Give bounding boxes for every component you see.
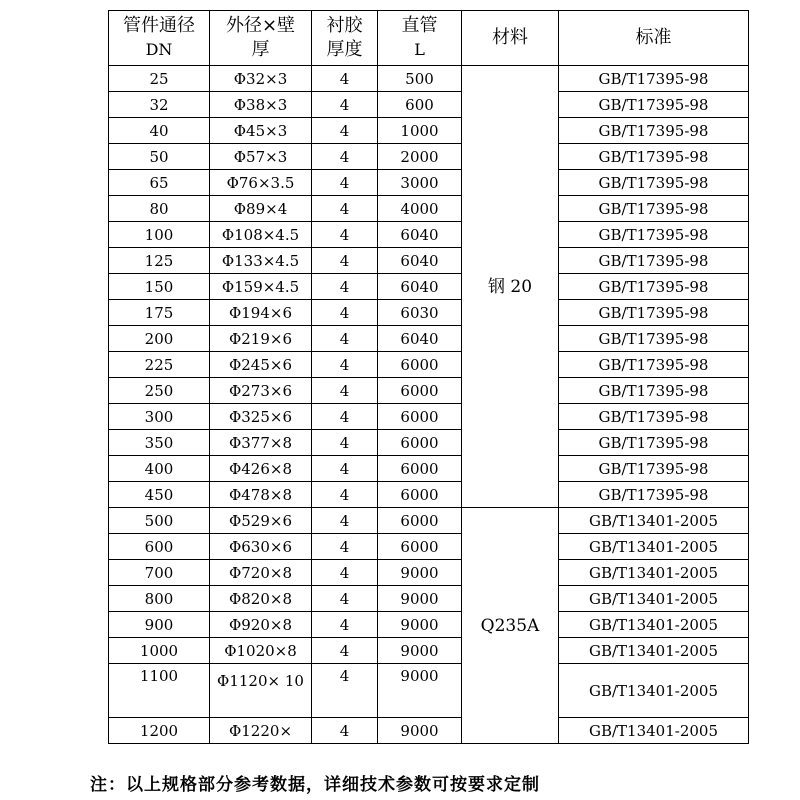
cell-length: 4000: [378, 196, 462, 222]
cell-standard: GB/T17395-98: [559, 196, 749, 222]
cell-length: 2000: [378, 144, 462, 170]
table-row: [109, 430, 749, 456]
header-od-line1: 外径×壁: [225, 15, 296, 36]
cell-dn: 1000: [109, 638, 210, 664]
cell-lining: 4: [312, 378, 378, 404]
cell-lining: 4: [312, 586, 378, 612]
header-dn-line2: DN: [145, 40, 173, 59]
table-row: [109, 170, 749, 196]
cell-length: 6000: [378, 378, 462, 404]
cell-od: Φ219×6: [210, 326, 312, 352]
table-row: [109, 248, 749, 274]
cell-dn: 200: [109, 326, 210, 352]
cell-standard: GB/T17395-98: [559, 404, 749, 430]
cell-dn: 125: [109, 248, 210, 274]
cell-od: Φ38×3: [210, 92, 312, 118]
cell-length: 6030: [378, 300, 462, 326]
cell-od: Φ630×6: [210, 534, 312, 560]
cell-lining: 4: [312, 144, 378, 170]
spec-table: [108, 10, 749, 744]
cell-od: Φ89×4: [210, 196, 312, 222]
cell-od: Φ108×4.5: [210, 222, 312, 248]
cell-dn: 32: [109, 92, 210, 118]
table-row: [109, 612, 749, 638]
table-row: [109, 144, 749, 170]
table-row: [109, 534, 749, 560]
cell-od: Φ1220×: [210, 718, 312, 744]
cell-length: 6040: [378, 222, 462, 248]
cell-standard: GB/T17395-98: [559, 456, 749, 482]
cell-lining: 4: [312, 430, 378, 456]
cell-od: Φ920×8: [210, 612, 312, 638]
cell-length: 9000: [378, 586, 462, 612]
cell-lining: 4: [312, 612, 378, 638]
header-lining: [312, 11, 378, 66]
cell-od: Φ32×3: [210, 66, 312, 92]
cell-lining: 4: [312, 404, 378, 430]
cell-dn: 1200: [109, 718, 210, 744]
cell-dn: 400: [109, 456, 210, 482]
cell-length: 6000: [378, 482, 462, 508]
cell-standard: GB/T13401-2005: [559, 718, 749, 744]
cell-standard: GB/T13401-2005: [559, 664, 749, 718]
cell-standard: GB/T13401-2005: [559, 508, 749, 534]
cell-standard: GB/T17395-98: [559, 66, 749, 92]
cell-length: 3000: [378, 170, 462, 196]
cell-od: Φ478×8: [210, 482, 312, 508]
cell-dn: 600: [109, 534, 210, 560]
cell-lining: 4: [312, 326, 378, 352]
table-row: [109, 482, 749, 508]
table-row: [109, 378, 749, 404]
cell-standard: GB/T17395-98: [559, 326, 749, 352]
cell-lining: 4: [312, 170, 378, 196]
cell-lining: 4: [312, 638, 378, 664]
cell-od: Φ820×8: [210, 586, 312, 612]
cell-od: Φ377×8: [210, 430, 312, 456]
table-row: [109, 718, 749, 744]
cell-od: Φ159×4.5: [210, 274, 312, 300]
header-lining-line1: 衬胶: [326, 15, 363, 36]
cell-dn: 300: [109, 404, 210, 430]
cell-length: 600: [378, 92, 462, 118]
cell-dn: 225: [109, 352, 210, 378]
cell-standard: GB/T17395-98: [559, 118, 749, 144]
cell-od: Φ325×6: [210, 404, 312, 430]
cell-od: Φ133×4.5: [210, 248, 312, 274]
cell-dn: 700: [109, 560, 210, 586]
cell-standard: GB/T13401-2005: [559, 534, 749, 560]
cell-material: 钢 20: [462, 66, 559, 508]
cell-standard: GB/T17395-98: [559, 222, 749, 248]
cell-standard: GB/T13401-2005: [559, 586, 749, 612]
cell-od: Φ245×6: [210, 352, 312, 378]
table-row: [109, 664, 749, 718]
cell-lining: 4: [312, 482, 378, 508]
cell-length: 6000: [378, 456, 462, 482]
cell-standard: GB/T13401-2005: [559, 638, 749, 664]
cell-dn: 250: [109, 378, 210, 404]
cell-dn: 1100: [109, 664, 210, 718]
cell-standard: GB/T17395-98: [559, 248, 749, 274]
table-row: [109, 196, 749, 222]
cell-length: 6040: [378, 274, 462, 300]
table-row: [109, 118, 749, 144]
table-row: [109, 92, 749, 118]
cell-length: 6000: [378, 534, 462, 560]
cell-od: Φ720×8: [210, 560, 312, 586]
cell-dn: 150: [109, 274, 210, 300]
cell-lining: 4: [312, 352, 378, 378]
cell-standard: GB/T17395-98: [559, 430, 749, 456]
header-length: [378, 11, 462, 66]
cell-lining: 4: [312, 534, 378, 560]
cell-od: Φ45×3: [210, 118, 312, 144]
cell-lining: 4: [312, 66, 378, 92]
table-header: [109, 11, 749, 66]
cell-dn: 25: [109, 66, 210, 92]
cell-length: 6040: [378, 326, 462, 352]
cell-material: Q235A: [462, 508, 559, 744]
cell-lining: 4: [312, 508, 378, 534]
cell-od: Φ194×6: [210, 300, 312, 326]
cell-lining: 4: [312, 664, 378, 718]
table-row: [109, 300, 749, 326]
cell-standard: GB/T17395-98: [559, 92, 749, 118]
table-row: [109, 222, 749, 248]
cell-standard: GB/T17395-98: [559, 274, 749, 300]
cell-dn: 40: [109, 118, 210, 144]
cell-dn: 500: [109, 508, 210, 534]
cell-length: 9000: [378, 612, 462, 638]
cell-standard: GB/T13401-2005: [559, 560, 749, 586]
table-row: [109, 404, 749, 430]
header-length-line2: L: [414, 40, 425, 59]
footnote: 注：以上规格部分参考数据，详细技术参数可按要求定制: [90, 775, 540, 795]
cell-od: Φ273×6: [210, 378, 312, 404]
cell-od: Φ529×6: [210, 508, 312, 534]
cell-lining: 4: [312, 560, 378, 586]
header-row: [109, 11, 749, 66]
cell-dn: 800: [109, 586, 210, 612]
table-row: [109, 326, 749, 352]
header-dn: [109, 11, 210, 66]
cell-lining: 4: [312, 118, 378, 144]
cell-lining: 4: [312, 196, 378, 222]
table-row: [109, 274, 749, 300]
header-od: [210, 11, 312, 66]
cell-od: Φ426×8: [210, 456, 312, 482]
cell-lining: 4: [312, 222, 378, 248]
cell-standard: GB/T17395-98: [559, 144, 749, 170]
table-row: [109, 638, 749, 664]
cell-lining: 4: [312, 248, 378, 274]
cell-standard: GB/T17395-98: [559, 378, 749, 404]
table-row: [109, 66, 749, 92]
cell-length: 6000: [378, 430, 462, 456]
table-body: [109, 66, 749, 744]
table-row: [109, 352, 749, 378]
cell-length: 6040: [378, 248, 462, 274]
cell-standard: GB/T17395-98: [559, 352, 749, 378]
cell-dn: 80: [109, 196, 210, 222]
cell-dn: 450: [109, 482, 210, 508]
cell-length: 6000: [378, 352, 462, 378]
cell-lining: 4: [312, 718, 378, 744]
cell-dn: 175: [109, 300, 210, 326]
header-lining-line2: 厚度: [326, 39, 363, 60]
cell-dn: 350: [109, 430, 210, 456]
cell-dn: 50: [109, 144, 210, 170]
cell-od: Φ1120× 10: [210, 664, 312, 718]
cell-od: Φ57×3: [210, 144, 312, 170]
cell-standard: GB/T13401-2005: [559, 612, 749, 638]
table-row: [109, 508, 749, 534]
cell-lining: 4: [312, 92, 378, 118]
cell-lining: 4: [312, 456, 378, 482]
cell-length: 9000: [378, 560, 462, 586]
cell-od: Φ76×3.5: [210, 170, 312, 196]
cell-length: 500: [378, 66, 462, 92]
header-dn-line1: 管件通径: [123, 15, 195, 36]
table-row: [109, 456, 749, 482]
cell-length: 6000: [378, 508, 462, 534]
header-material: 材料: [462, 11, 559, 66]
cell-standard: GB/T17395-98: [559, 482, 749, 508]
cell-dn: 900: [109, 612, 210, 638]
cell-length: 9000: [378, 718, 462, 744]
table-row: [109, 560, 749, 586]
cell-length: 6000: [378, 404, 462, 430]
cell-length: 9000: [378, 638, 462, 664]
cell-dn: 65: [109, 170, 210, 196]
cell-lining: 4: [312, 300, 378, 326]
cell-standard: GB/T17395-98: [559, 170, 749, 196]
header-od-line2: 厚: [251, 39, 270, 60]
cell-dn: 100: [109, 222, 210, 248]
header-standard: 标准: [559, 11, 749, 66]
cell-length: 1000: [378, 118, 462, 144]
table-row: [109, 586, 749, 612]
header-length-line1: 直管: [401, 15, 438, 36]
cell-standard: GB/T17395-98: [559, 300, 749, 326]
cell-length: 9000: [378, 664, 462, 718]
cell-lining: 4: [312, 274, 378, 300]
cell-od: Φ1020×8: [210, 638, 312, 664]
